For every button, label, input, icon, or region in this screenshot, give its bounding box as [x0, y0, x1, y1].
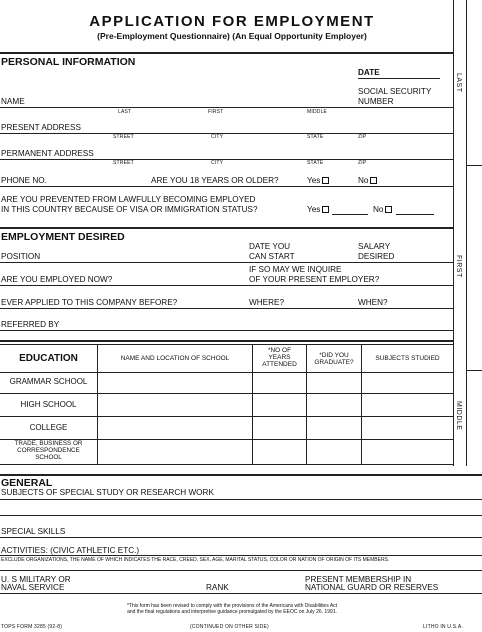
checkbox-icon[interactable] — [322, 206, 329, 213]
side-label-first: FIRST — [455, 255, 462, 278]
edu-rule — [0, 372, 453, 373]
education-heading: EDUCATION — [19, 353, 78, 364]
visa-no-line[interactable] — [396, 214, 434, 215]
edu-rule — [0, 393, 453, 394]
exclude-note: EXCLUDE ORGANIZATIONS, THE NAME OF WHICH INDICATES THE RACE, CREED, SEX, AGE, MARITAL STATUS, COLOR OR NATION OF ORIGIN OF ITS MEMBERS. — [1, 557, 390, 563]
special-skills-line[interactable] — [0, 537, 482, 538]
inquire-label-2: OF YOUR PRESENT EMPLOYER? — [249, 275, 380, 284]
revision-note-1: *This form has been revised to comply with the provisions of the Americans with Disabilities Act — [126, 603, 338, 609]
special-skills-label: SPECIAL SKILLS — [1, 527, 66, 536]
col-years-attended — [253, 347, 306, 368]
age-question: ARE YOU 18 YEARS OR OLDER? — [151, 176, 279, 185]
phone-line[interactable] — [0, 186, 453, 187]
desired-label: DESIRED — [358, 252, 395, 261]
special-study-line-2[interactable] — [0, 515, 482, 516]
col-years-line-3: ATTENDED — [262, 361, 297, 369]
visa-yes-line[interactable] — [332, 214, 368, 215]
visa-no-label: No — [373, 205, 384, 214]
name-label: NAME — [1, 97, 25, 106]
activities-line-2[interactable] — [0, 570, 482, 571]
referred-by-label: REFERRED BY — [1, 320, 60, 329]
side-label-last: LAST — [455, 73, 462, 93]
col-years-line-2: YEARS — [268, 354, 291, 362]
personal-heading: PERSONAL INFORMATION — [1, 56, 136, 68]
visa-no[interactable] — [373, 206, 392, 214]
special-study-line[interactable] — [0, 499, 482, 500]
ssn-label: SOCIAL SECURITY — [358, 87, 432, 96]
age-yes[interactable] — [307, 177, 329, 185]
visa-question-1: ARE YOU PREVENTED FROM LAWFULLY BECOMING EMPLOYED — [1, 195, 256, 204]
addr-sub-city: CITY — [211, 134, 224, 140]
inquire-label-1: IF SO MAY WE INQUIRE — [249, 265, 342, 274]
military-label-1: U. S MILITARY OR — [1, 575, 71, 584]
date-line[interactable] — [358, 78, 440, 79]
age-no-label: No — [358, 176, 369, 185]
membership-label-2: NATIONAL GUARD OR RESERVES — [305, 583, 439, 592]
employed-now-line[interactable] — [0, 285, 453, 286]
section-rule — [0, 340, 453, 342]
checkbox-icon[interactable] — [385, 206, 392, 213]
age-no[interactable] — [358, 177, 377, 185]
edu-rule — [0, 416, 453, 417]
checkbox-icon[interactable] — [370, 177, 377, 184]
col-years-line-1: *NO OF — [267, 347, 292, 354]
present-address-label: PRESENT ADDRESS — [1, 123, 81, 132]
continued-note: (CONTINUED ON OTHER SIDE) — [190, 624, 269, 630]
litho-note: LITHO IN U.S.A. — [423, 624, 463, 630]
trade-line-3: SCHOOL — [35, 453, 62, 461]
right-margin-rule — [453, 0, 454, 466]
name-sub-first: FIRST — [208, 109, 224, 115]
name-sub-middle: MIDDLE — [307, 109, 328, 115]
right-margin-rule-2 — [466, 0, 467, 466]
section-rule — [0, 474, 482, 476]
row-grammar-school: GRAMMAR SCHOOL — [9, 377, 88, 386]
membership-label-1: PRESENT MEMBERSHIP IN — [305, 575, 412, 584]
visa-question-2: IN THIS COUNTRY BECAUSE OF VISA OR IMMIGRATION STATUS? — [1, 205, 258, 214]
addr-sub-state: STATE — [307, 160, 324, 166]
checkbox-icon[interactable] — [322, 177, 329, 184]
addr-sub-street: STREET — [113, 160, 134, 166]
special-study-label: SUBJECTS OF SPECIAL STUDY OR RESEARCH WORK — [1, 488, 214, 497]
where-label: WHERE? — [249, 298, 285, 307]
visa-yes[interactable] — [307, 206, 329, 214]
addr-sub-city: CITY — [211, 160, 224, 166]
row-college: COLLEGE — [29, 423, 68, 432]
section-rule — [0, 227, 453, 229]
section-rule — [0, 52, 453, 54]
addr-sub-state: STATE — [307, 134, 324, 140]
col-grad-line-1: *DID YOU — [319, 352, 349, 359]
trade-line-2: CORRESPONDENCE — [17, 446, 80, 454]
referred-by-line[interactable] — [0, 330, 453, 331]
general-heading: GENERAL — [1, 477, 53, 489]
applied-before-line[interactable] — [0, 308, 453, 309]
visa-yes-label: Yes — [307, 205, 321, 214]
salary-label: SALARY — [358, 242, 391, 251]
col-grad-line-2: GRADUATE? — [314, 359, 354, 367]
position-line[interactable] — [0, 262, 453, 263]
age-yes-label: Yes — [307, 176, 321, 185]
activities-label: ACTIVITIES: (CIVIC ATHLETIC ETC.) — [1, 546, 140, 555]
can-start-label: CAN START — [249, 252, 295, 261]
position-label: POSITION — [1, 252, 41, 261]
form-number: TOPS FORM 3285 (92-8) — [1, 624, 63, 630]
present-address-line[interactable] — [0, 133, 453, 134]
addr-sub-zip: ZIP — [358, 134, 367, 140]
date-label: DATE — [358, 68, 380, 77]
activities-line[interactable] — [0, 555, 482, 556]
col-subjects: SUBJECTS STUDIED — [375, 355, 440, 362]
permanent-address-line[interactable] — [0, 159, 453, 160]
military-line[interactable] — [0, 593, 482, 594]
col-school-name: NAME AND LOCATION OF SCHOOL — [120, 355, 230, 362]
trade-line-1: TRADE, BUSINESS OR — [14, 440, 83, 447]
edu-rule — [0, 344, 453, 345]
employment-heading: EMPLOYMENT DESIRED — [1, 231, 125, 243]
permanent-address-label: PERMANENT ADDRESS — [1, 149, 94, 158]
employed-now-label: ARE YOU EMPLOYED NOW? — [1, 275, 113, 284]
row-trade-school — [0, 441, 97, 462]
revision-note-2: and the final regulations and interpretive guidance promulgated by the EEOC on July 26. 1991. — [127, 609, 337, 615]
col-graduate — [307, 352, 361, 366]
addr-sub-zip: ZIP — [358, 160, 367, 166]
name-line[interactable] — [0, 107, 453, 108]
side-label-middle: MIDDLE — [455, 401, 462, 431]
form-title: APPLICATION FOR EMPLOYMENT — [89, 13, 375, 30]
name-sub-last: LAST — [118, 109, 132, 115]
edu-rule — [0, 464, 453, 465]
phone-label: PHONE NO. — [1, 176, 47, 185]
form-subtitle: (Pre-Employment Questionnaire) (An Equal Opportunity Employer) — [97, 31, 367, 41]
date-you-label: DATE YOU — [249, 242, 291, 251]
addr-sub-street: STREET — [113, 134, 134, 140]
side-divider — [466, 165, 482, 166]
ssn-label-2: NUMBER — [358, 97, 394, 106]
rank-label: RANK — [206, 583, 229, 592]
applied-before-label: EVER APPLIED TO THIS COMPANY BEFORE? — [1, 298, 178, 307]
row-high-school: HIGH SCHOOL — [20, 400, 77, 409]
side-divider — [466, 370, 482, 371]
when-label: WHEN? — [358, 298, 388, 307]
military-label-2: NAVAL SERVICE — [1, 583, 65, 592]
